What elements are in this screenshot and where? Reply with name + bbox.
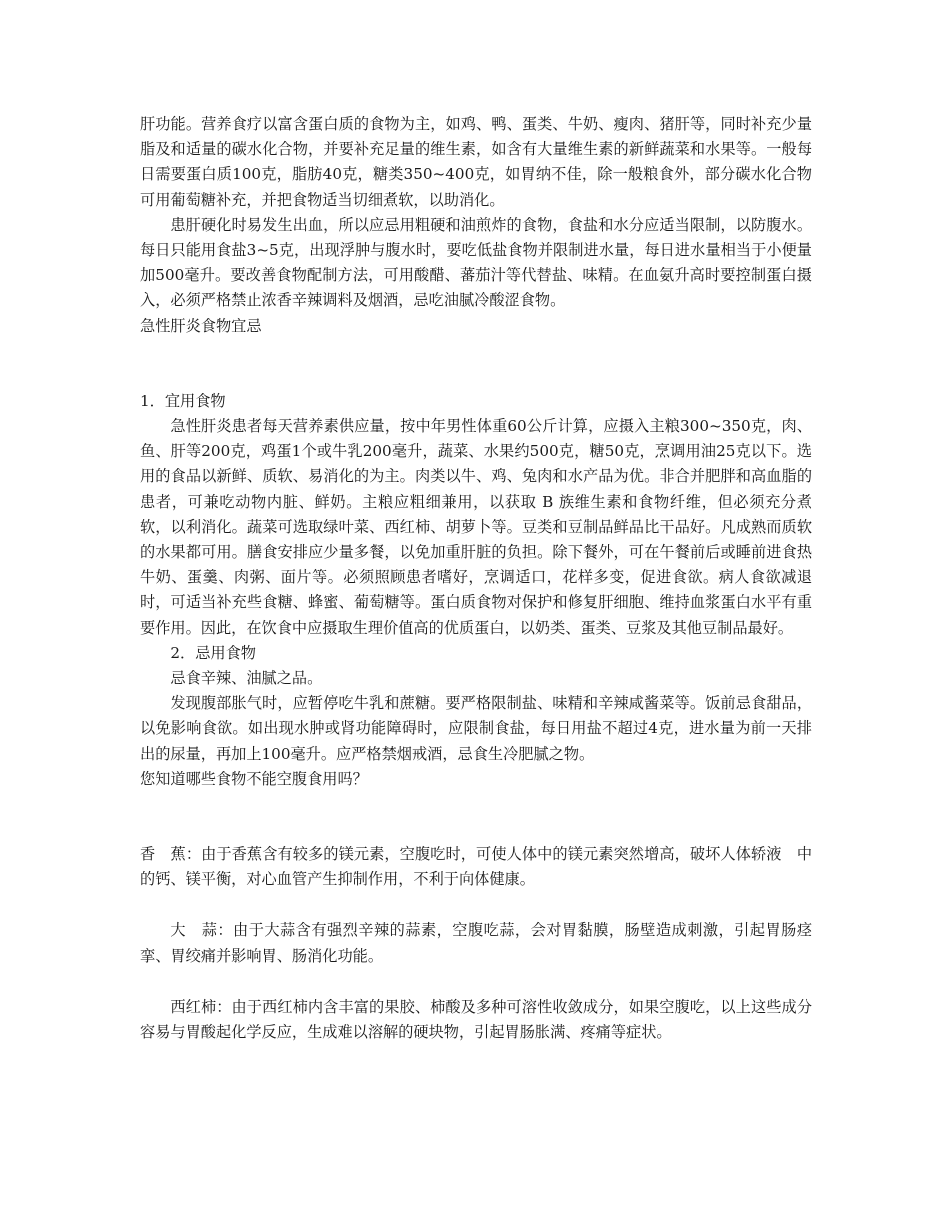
heading-acute-hepatitis-diet: 急性肝炎食物宜忌 xyxy=(140,316,262,335)
spacer xyxy=(140,792,812,842)
paragraph-cirrhosis-diet: 患肝硬化时易发生出血，所以应忌用粗硬和油煎炸的食物，食盐和水分应适当限制，以防腹水。每日只能用食盐3~5克，出现浮肿与腹水时，要吃低盐食物并限制进水量，每日进水量相当于小便量加500毫升。要改善食物配制方法，可用酸醋、蕃茄汁等代替盐、味精。在血氨升高时要控制蛋白摄入，必须严格禁止浓香辛辣调料及烟酒，忌吃油腻冷酸涩食物。 xyxy=(140,215,812,310)
paragraph-suitable-foods: 急性肝炎患者每天营养素供应量，按中年男性体重60公斤计算，应摄入主粮300~350克，肉、鱼、肝等200克，鸡蛋1个或牛乳200毫升，蔬菜、水果约500克，糖50克，烹调用油25克以下。选用的食品以新鲜、质软、易消化的为主。肉类以牛、鸡、兔肉和水产品为优。非合并肥胖和高血脂的患者，可兼吃动物内脏、鲜奶。主粮应粗细兼用，以获取 B 族维生素和食物纤维，但必须充分煮软，以利消化。蔬菜可选取绿叶菜、西红柿、胡萝卜等。豆类和豆制品鲜品比干品好。凡成熟而质软的水果都可用。膳食安排应少量多餐，以免加重肝脏的负担。除下餐外，可在午餐前后或睡前进食热牛奶、蛋羹、肉粥、面片等。必须照顾患者嗜好，烹调适口，花样多变，促进食欲。病人食欲减退时，可适当补充些食糖、蜂蜜、葡萄糖等。蛋白质食物对保护和修复肝细胞、维持血浆蛋白水平有重要作用。因此，在饮食中应摄取生理价值高的优质蛋白，以奶类、蛋类、豆浆及其他豆制品最好。 xyxy=(140,417,812,637)
heading-avoid-foods: 2．忌用食物 xyxy=(170,643,256,662)
spacer xyxy=(140,969,812,995)
document-page xyxy=(140,112,812,1045)
paragraph-avoid-details: 发现腹部胀气时，应暂停吃牛乳和蔗糖。要严格限制盐、味精和辛辣咸酱菜等。饭前忌食甜品，以免影响食欲。如出现水肿或肾功能障碍时，应限制食盐，每日用盐不超过4克，进水量为前一天排出的尿量，再加上100毫升。应严格禁烟戒酒，忌食生冷肥腻之物。 xyxy=(140,694,812,763)
spacer xyxy=(140,339,812,389)
paragraph-banana: 香 蕉：由于香蕉含有较多的镁元素，空腹吃时，可使人体中的镁元素突然增高，破坏人体轿液 中的钙、镁平衡，对心血管产生抑制作用，不利于向体健康。 xyxy=(140,845,812,889)
paragraph-tomato: 西红柿：由于西红柿内含丰富的果胶、柿酸及多种可溶性收敛成分，如果空腹吃，以上这些成分容易与胃酸起化学反应，生成难以溶解的硬块物，引起胃肠胀满、疼痛等症状。 xyxy=(140,997,812,1042)
paragraph-avoid-spicy: 忌食辛辣、油腻之品。 xyxy=(170,669,323,688)
paragraph-liver-nutrition: 肝功能。营养食疗以富含蛋白质的食物为主，如鸡、鸭、蛋类、牛奶、瘦肉、猪肝等，同时补充少量脂及和适量的碳水化合物，并要补充足量的维生素，如含有大量维生素的新鲜蔬菜和水果等。一般每日需要蛋白质100克，脂肪40克，糖类350~400克，如胃纳不佳，除一般粮食外，部分碳水化合物可用葡萄糖补充，并把食物适当切细煮软，以助消化。 xyxy=(140,115,812,209)
spacer xyxy=(140,892,812,918)
paragraph-garlic: 大 蒜：由于大蒜含有强烈辛辣的蒜素，空腹吃蒜，会对胃黏膜，肠壁造成刺激，引起胃肠痉挛、胃绞痛并影响胃、肠消化功能。 xyxy=(140,921,812,965)
heading-suitable-foods: 1．宜用食物 xyxy=(140,391,226,410)
heading-empty-stomach: 您知道哪些食物不能空腹食用吗？ xyxy=(140,769,368,788)
